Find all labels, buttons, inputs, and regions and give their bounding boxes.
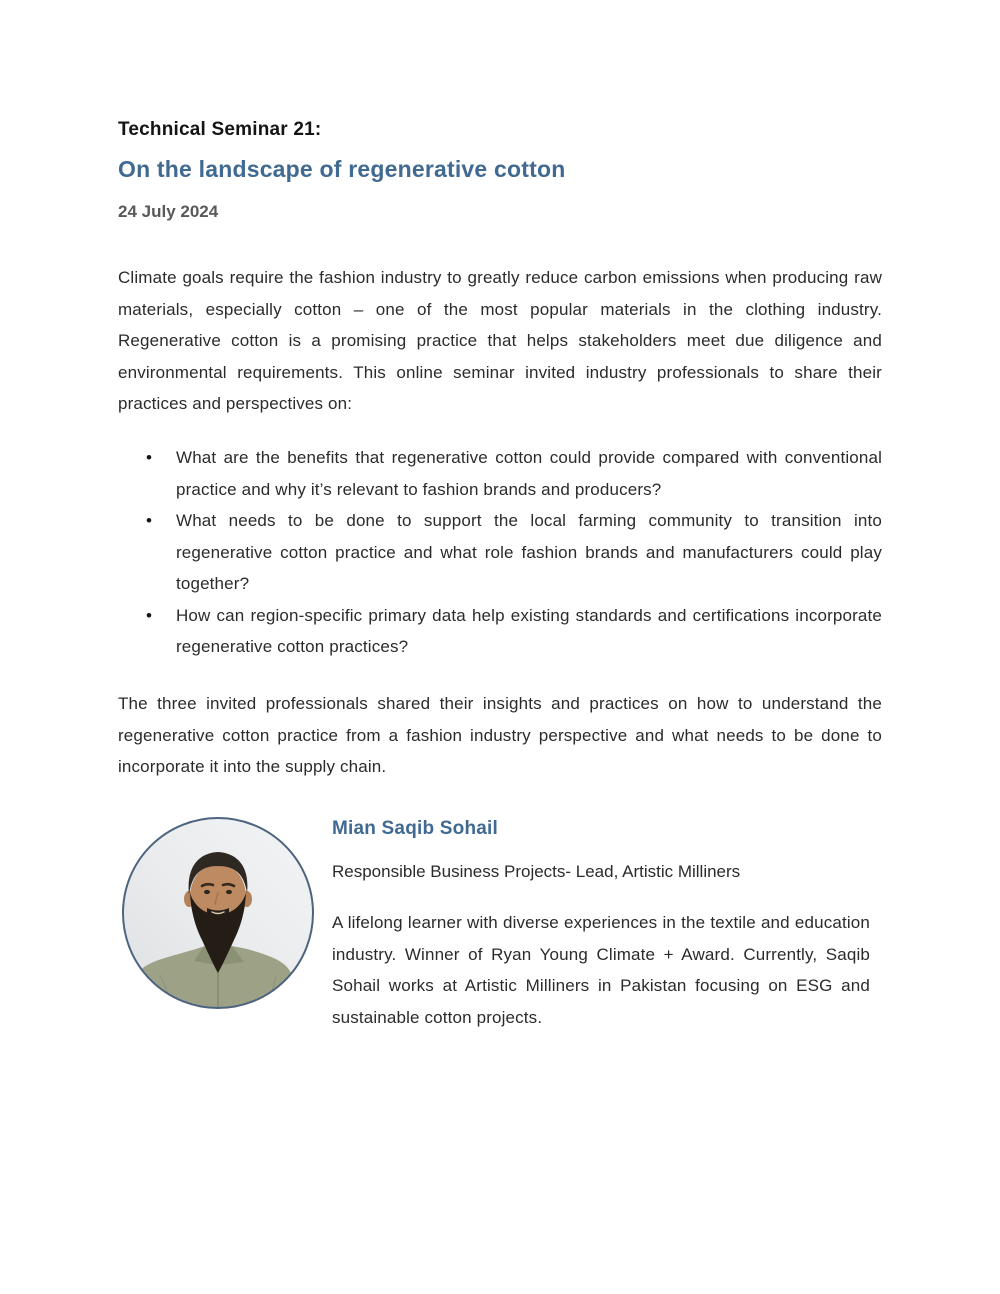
speaker-bio: A lifelong learner with diverse experiences in the textile and education industry. Winner of Ryan Young Climate + Award. Currently, Saqib Sohail works at Artistic Milliners in Pakistan focusing on ESG and sustainable cotton projects.	[332, 913, 870, 1027]
speaker-photo	[120, 815, 316, 1011]
summary-paragraph: The three invited professionals shared their insights and practices on how to understand the regenerative cotton practice from a fashion industry perspective and what needs to be done to incorporate it into the supply chain.	[118, 694, 882, 776]
list-item: • What are the benefits that regenerative cotton could provide compared with conventional practice and why it’s relevant to fashion brands and producers?	[118, 442, 882, 505]
seminar-kicker: Technical Seminar 21:	[118, 119, 322, 140]
intro-paragraph: Climate goals require the fashion industry to greatly reduce carbon emissions when producing raw materials, especially cotton – one of the most popular materials in the clothing industry. Regenerative cotton is a promising practice that helps stakeholders meet due diligence and environmental requirements. This online seminar invited industry professionals to share their practices and perspectives on:	[118, 268, 882, 413]
list-item: • What needs to be done to support the local farming community to transition into regenerative cotton practice and what role fashion brands and manufacturers could play together?	[118, 505, 882, 600]
speaker-name: Mian Saqib Sohail	[332, 818, 498, 839]
speaker-info	[332, 818, 872, 1033]
discussion-points-list	[118, 442, 882, 663]
page-title: On the landscape of regenerative cotton	[118, 156, 566, 182]
speaker-role: Responsible Business Projects- Lead, Artistic Milliners	[332, 862, 741, 881]
speaker-portrait-illustration	[120, 815, 316, 1011]
seminar-date: 24 July 2024	[118, 202, 219, 221]
list-item: • How can region-specific primary data help existing standards and certifications incorporate regenerative cotton practices?	[118, 600, 882, 663]
